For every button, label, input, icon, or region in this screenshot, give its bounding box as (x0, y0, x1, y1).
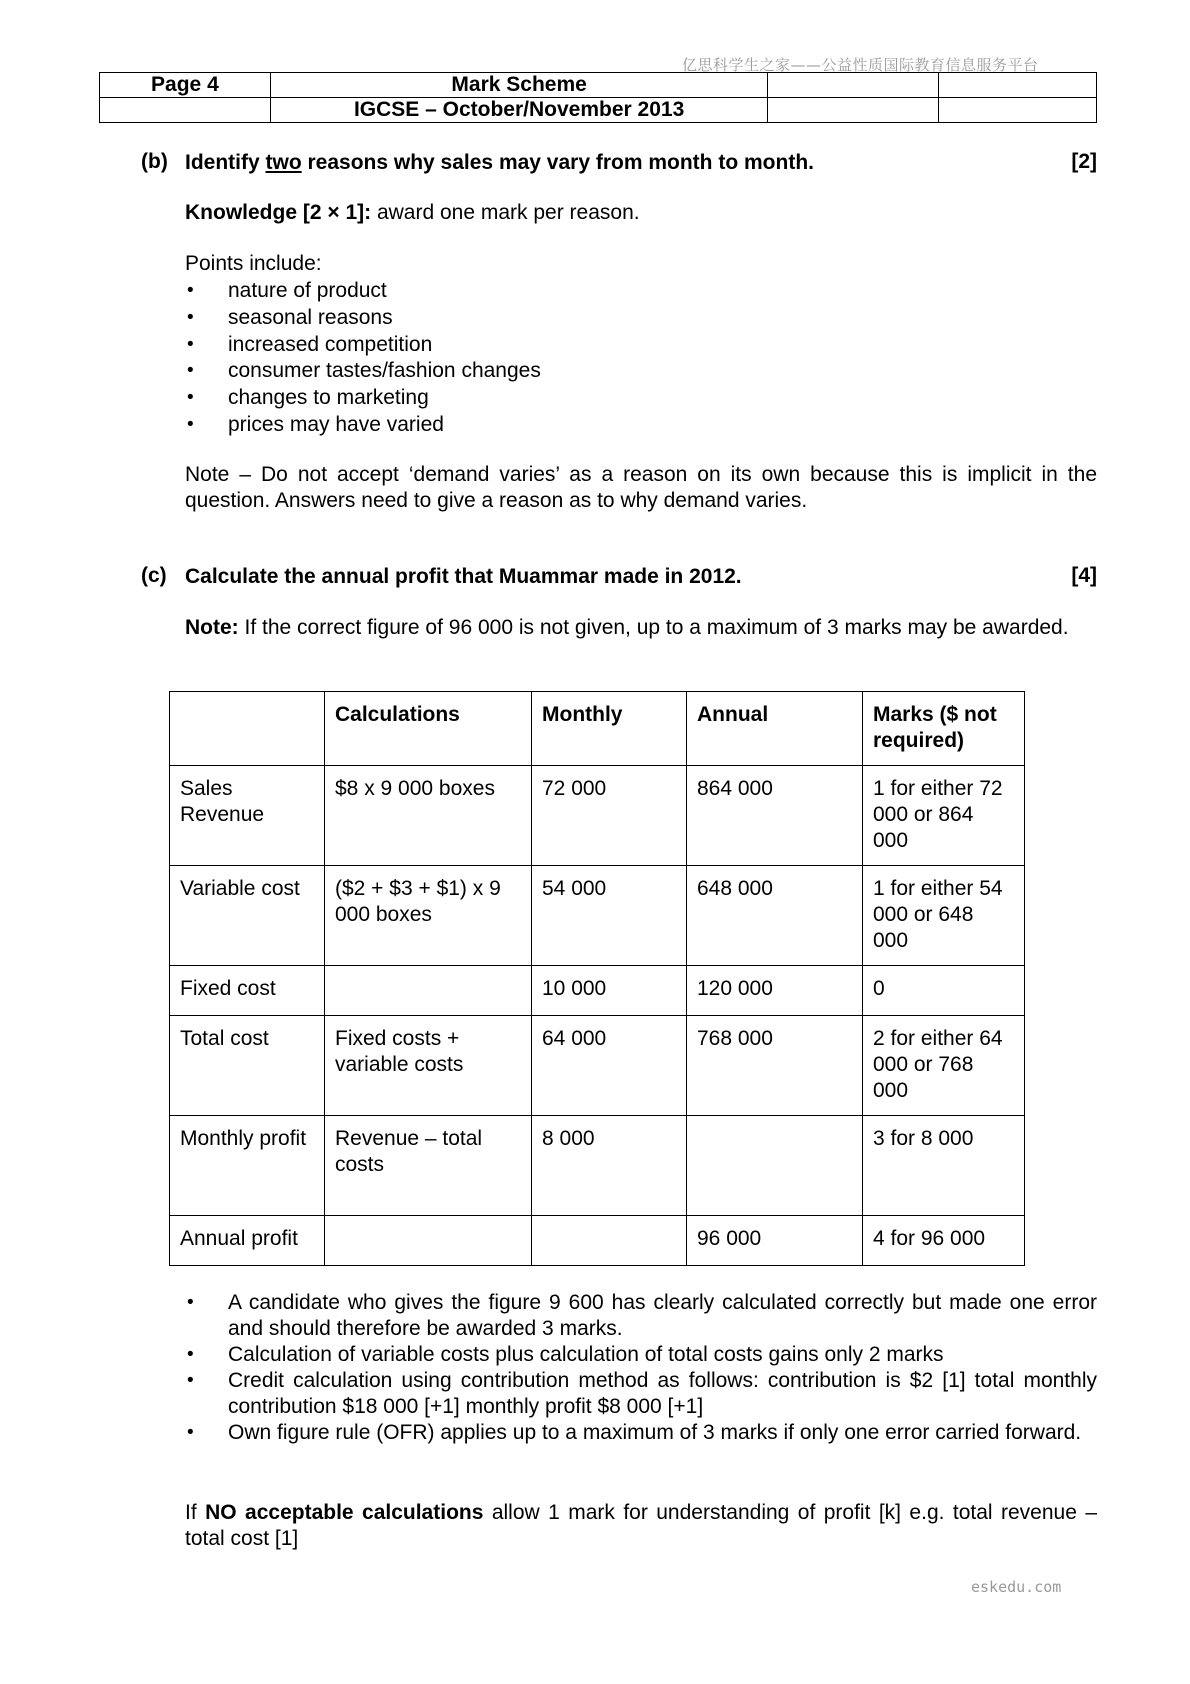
header-blank (939, 73, 1097, 98)
table-cell: Sales Revenue (170, 766, 325, 866)
table-cell: Fixed costs + variable costs (325, 1016, 532, 1116)
part-b-marks: [2] (1071, 150, 1097, 173)
header-blank (768, 73, 939, 98)
table-header-cell: Annual (687, 692, 863, 766)
table-cell (325, 966, 532, 1016)
table-header-cell: Marks ($ not required) (863, 692, 1025, 766)
table-cell: Total cost (170, 1016, 325, 1116)
table-cell: 0 (863, 966, 1025, 1016)
part-b-points-list (185, 278, 1097, 439)
list-item: • increased competition (185, 332, 1097, 359)
watermark-top: 亿思科学生之家——公益性质国际教育信息服务平台 (682, 56, 1039, 74)
table-row (170, 966, 1025, 1016)
table-row (170, 866, 1025, 966)
table-cell: 648 000 (687, 866, 863, 966)
table-cell: Annual profit (170, 1216, 325, 1266)
table-row (170, 1216, 1025, 1266)
table-cell: ($2 + $3 + $1) x 9 000 boxes (325, 866, 532, 966)
table-cell: 768 000 (687, 1016, 863, 1116)
part-b-points-intro: Points include: (185, 252, 322, 275)
table-cell: 1 for either 54 000 or 648 000 (863, 866, 1025, 966)
part-b-note: Note – Do not accept ‘demand varies’ as a reason on its own because this is implicit in the question. Answers need to give a reason as to why demand varies. (185, 463, 1097, 512)
list-item: • Calculation of variable costs plus calculation of total costs gains only 2 marks (185, 1342, 1097, 1368)
table-cell (532, 1216, 687, 1266)
header-table (99, 72, 1097, 123)
table-cell (687, 1116, 863, 1216)
table-cell: 64 000 (532, 1016, 687, 1116)
part-b-label: (b) (141, 150, 168, 173)
profit-calculation-table (169, 691, 1025, 1266)
part-c-bullets (185, 1290, 1097, 1446)
table-row (170, 1116, 1025, 1216)
table-header-cell (170, 692, 325, 766)
part-c-label: (c) (141, 564, 167, 587)
part-c-marks: [4] (1071, 564, 1097, 587)
table-cell: 3 for 8 000 (863, 1116, 1025, 1216)
list-item: • consumer tastes/fashion changes (185, 358, 1097, 385)
list-item: • prices may have varied (185, 412, 1097, 439)
watermark-bottom: eskedu.com (971, 1578, 1062, 1596)
list-item: • changes to marketing (185, 385, 1097, 412)
list-item: • nature of product (185, 278, 1097, 305)
header-blank (939, 98, 1097, 123)
table-cell: 96 000 (687, 1216, 863, 1266)
table-cell: 1 for either 72 000 or 864 000 (863, 766, 1025, 866)
table-row (170, 1016, 1025, 1116)
header-blank (100, 98, 271, 123)
table-header-cell: Calculations (325, 692, 532, 766)
table-cell: 120 000 (687, 966, 863, 1016)
list-item: • A candidate who gives the figure 9 600 has clearly calculated correctly but made one error and should therefore be awarded 3 marks. (185, 1290, 1097, 1342)
table-cell: 864 000 (687, 766, 863, 866)
page-subtitle: IGCSE – October/November 2013 (270, 98, 768, 123)
page-title: Mark Scheme (270, 73, 768, 98)
table-cell: $8 x 9 000 boxes (325, 766, 532, 866)
list-item: • Credit calculation using contribution method as follows: contribution is $2 [1] total monthly contribution $18 000 [+1] monthly profit $8 000 [+1] (185, 1368, 1097, 1420)
table-header-cell: Monthly (532, 692, 687, 766)
part-b-question: Identify two reasons why sales may vary from month to month. (185, 151, 814, 174)
part-b-knowledge: Knowledge [2 × 1]: award one mark per reason. (185, 201, 640, 224)
list-item: • Own figure rule (OFR) applies up to a maximum of 3 marks if only one error carried forward. (185, 1420, 1097, 1446)
table-cell: 4 for 96 000 (863, 1216, 1025, 1266)
part-c-final-note: If NO acceptable calculations allow 1 mark for understanding of profit [k] e.g. total revenue – total cost [1] (185, 1501, 1098, 1550)
table-cell: 72 000 (532, 766, 687, 866)
table-cell: Fixed cost (170, 966, 325, 1016)
header-blank (768, 98, 939, 123)
table-row (170, 766, 1025, 866)
table-cell: 54 000 (532, 866, 687, 966)
table-cell: Monthly profit (170, 1116, 325, 1216)
page-number: Page 4 (100, 73, 271, 98)
part-c-note: Note: If the correct figure of 96 000 is not given, up to a maximum of 3 marks may be awarded. (185, 616, 1069, 639)
table-cell: 8 000 (532, 1116, 687, 1216)
table-cell: Variable cost (170, 866, 325, 966)
table-cell: Revenue – total costs (325, 1116, 532, 1216)
table-cell: 10 000 (532, 966, 687, 1016)
table-cell: 2 for either 64 000 or 768 000 (863, 1016, 1025, 1116)
list-item: • seasonal reasons (185, 305, 1097, 332)
table-cell (325, 1216, 532, 1266)
part-c-question: Calculate the annual profit that Muammar made in 2012. (185, 565, 742, 588)
